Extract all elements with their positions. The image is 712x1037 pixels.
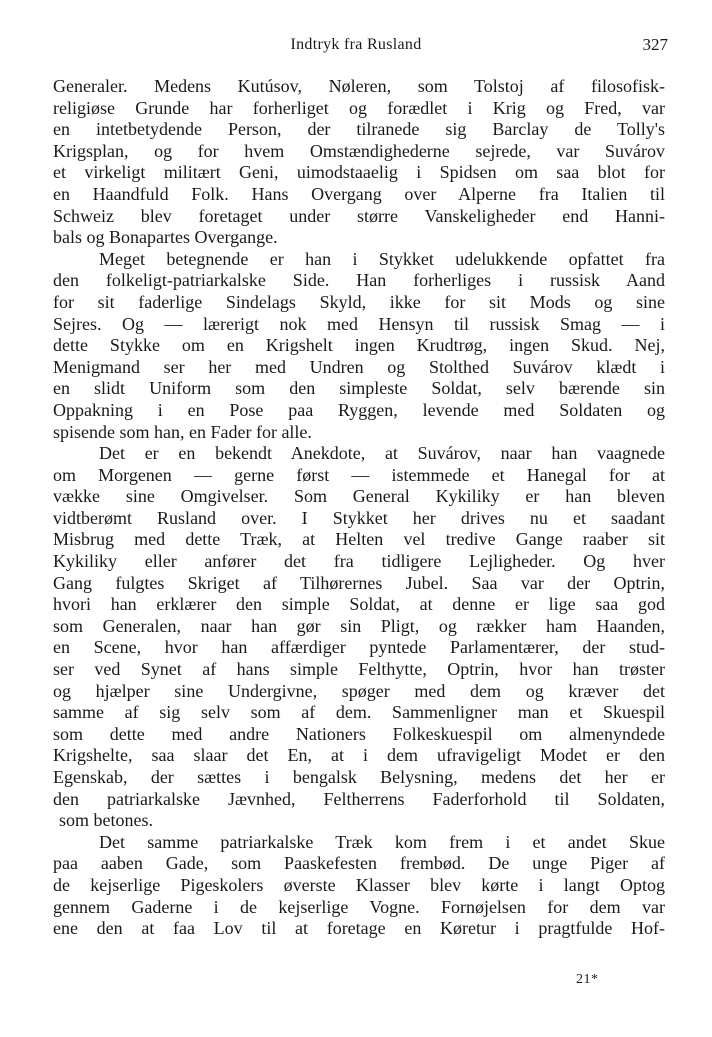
text-line: vidtberømt Rusland over. I Stykket her drives nu et saadant xyxy=(53,507,665,528)
text-line: Kykiliky eller anfører det fra tidligere Lejligheder. Og hver xyxy=(53,551,665,572)
text-line: for sit faderlige Sindelags Skyld, ikke for sit Mods og sine xyxy=(53,291,665,312)
text-line: Egenskab, der sættes i bengalsk Belysning, medens det her er xyxy=(53,767,665,787)
text-line: paa aaben Gade, som Paaskefesten frembød. De unge Piger af xyxy=(53,853,665,874)
text-line: og hjælper sine Undergivne, spøger med dem og kræver det xyxy=(53,680,665,701)
running-title: Indtryk fra Rusland xyxy=(290,36,422,53)
text-line: som Generalen, naar han gør sin Pligt, og rækker ham Haanden, xyxy=(53,615,665,636)
text-line: Misbrug med dette Træk, at Helten vel tredive Gange raaber sit xyxy=(53,529,665,550)
text-line: de kejserlige Pigeskolers øverste Klasser blev kørte i langt Optog xyxy=(53,874,665,895)
body-text xyxy=(53,76,665,940)
text-line: gennem Gaderne i de kejserlige Vogne. Fornøjelsen for dem var xyxy=(53,896,665,917)
text-line: ser ved Synet af hans simple Felthytte, Optrin, hvor han trøster xyxy=(53,659,665,680)
text-line: en Scene, hvor han affærdiger pyntede Parlamentærer, der stud- xyxy=(53,637,665,658)
text-line: som dette med andre Nationers Folkeskuespil om almenyndede xyxy=(53,723,665,744)
text-line: Gang fulgtes Skriget af Tilhørernes Jubel. Saa var der Optrin, xyxy=(53,572,665,593)
text-line: Sejres. Og — lærerigt nok med Hensyn til russisk Smag — i xyxy=(53,313,665,334)
text-line: dette Stykke om en Krigshelt ingen Krudtrøg, ingen Skud. Nej, xyxy=(53,335,665,356)
text-line: Det samme patriarkalske Træk kom frem i et andet Skue xyxy=(99,831,665,852)
signature-mark: 21* xyxy=(576,972,599,987)
text-line: den folkeligt-patriarkalske Side. Han forherliges i russisk Aand xyxy=(53,270,665,291)
text-line: spisende som han, en Fader for alle. xyxy=(53,421,312,442)
text-line: Krigsplan, og for hvem Omstændighederne sejrede, var Suvárov xyxy=(53,140,665,161)
text-line: som betones. xyxy=(59,810,153,831)
text-line: en intetbetydende Person, der tilranede sig Barclay de Tolly's xyxy=(53,119,665,140)
text-line: et virkeligt militært Geni, uimodstaaelig i Spidsen om saa blot for xyxy=(53,162,665,183)
text-line: Krigshelte, saa slaar det En, at i dem ufravigeligt Modet er den xyxy=(53,745,665,766)
text-line: Oppakning i en Pose paa Ryggen, levende med Soldaten og xyxy=(53,399,665,420)
text-line: Generaler. Medens Kutúsov, Nøleren, som Tolstoj af filosofisk- xyxy=(53,76,665,96)
text-line: Menigmand ser her med Undren og Stolthed Suvárov klædt i xyxy=(53,356,665,377)
text-line: en slidt Uniform som den simpleste Soldat, selv bærende sin xyxy=(53,378,665,399)
text-line: samme af sig selv som af dem. Sammenligner man et Skuespil xyxy=(53,702,665,723)
text-line: ene den at faa Lov til at foretage en Køretur i pragtfulde Hof- xyxy=(53,918,665,939)
text-line: Det er en bekendt Anekdote, at Suvárov, naar han vaagnede xyxy=(99,443,665,464)
text-line: bals og Bonapartes Overgange. xyxy=(53,227,278,248)
text-line: en Haandfuld Folk. Hans Overgang over Alperne fra Italien til xyxy=(53,183,665,204)
text-line: hvori han erklærer den simple Soldat, at denne er lige saa god xyxy=(53,594,665,615)
text-line: religiøse Grunde har forherliget og forædlet i Krig og Fred, var xyxy=(53,97,665,118)
text-line: om Morgenen — gerne først — istemmede et Hanegal for at xyxy=(53,464,665,485)
page-number: 327 xyxy=(642,35,668,54)
text-line: Meget betegnende er han i Stykket udelukkende opfattet fra xyxy=(99,248,665,269)
text-line: den patriarkalske Jævnhed, Feltherrens Faderforhold til Soldaten, xyxy=(53,788,665,809)
text-line: vække sine Omgivelser. Som General Kykiliky er han bleven xyxy=(53,486,665,507)
text-line: Schweiz blev foretaget under større Vanskeligheder end Hanni- xyxy=(53,205,665,226)
